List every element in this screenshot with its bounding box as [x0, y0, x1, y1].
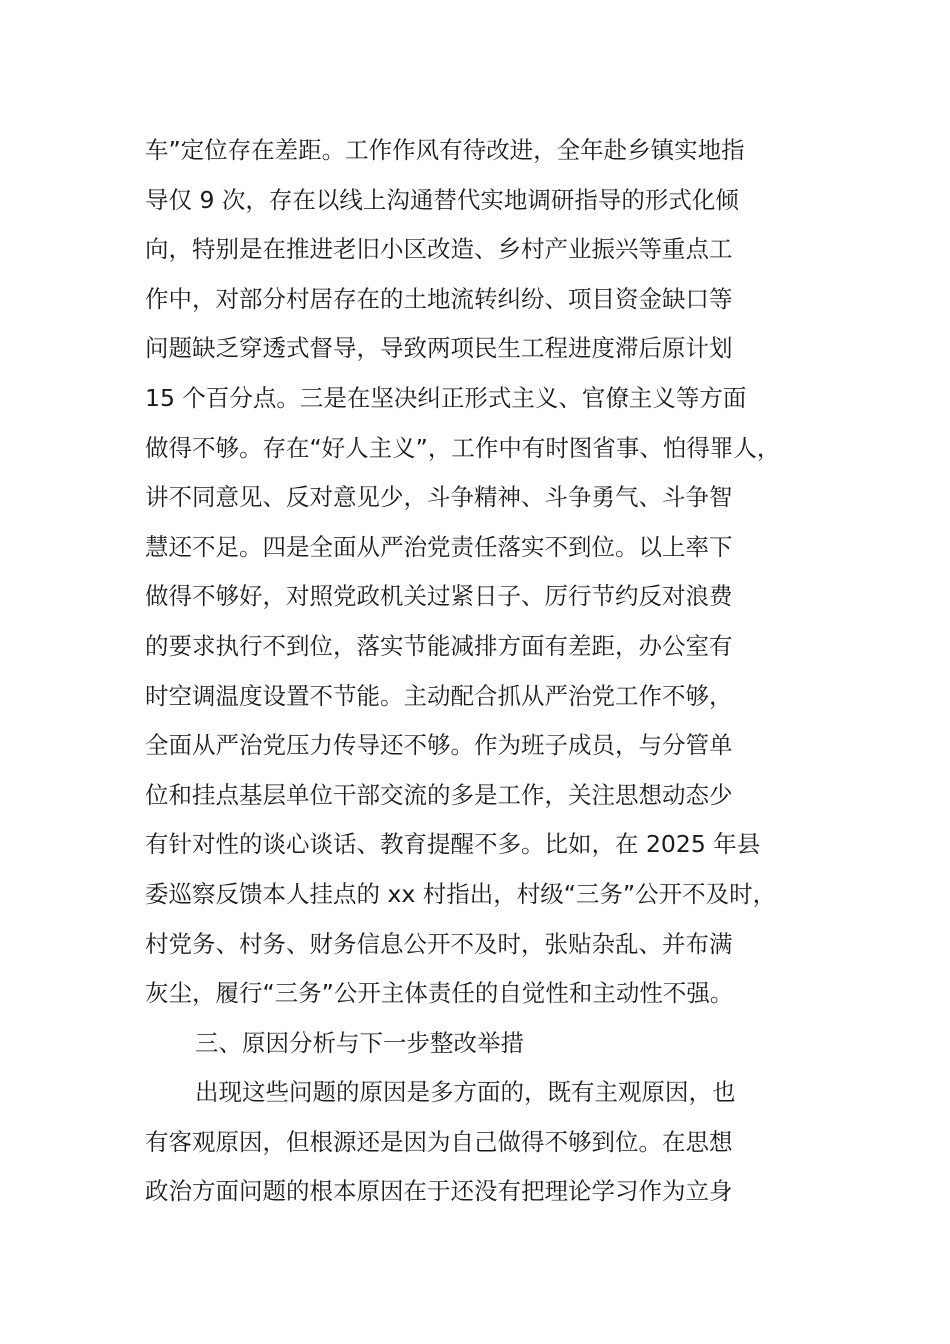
document-body: [145, 126, 845, 1217]
text-line: 慧还不足。四是全面从严治党责任落实不到位。以上率下: [145, 532, 733, 561]
text-line: 15 个百分点。三是在坚决纠正形式主义、官僚主义等方面: [145, 383, 747, 412]
text-line: 政治方面问题的根本原因在于还没有把理论学习作为立身: [145, 1177, 733, 1206]
text-line: 做得不够好，对照党政机关过紧日子、厉行节约反对浪费: [145, 582, 733, 611]
text-line: 时空调温度设置不节能。主动配合抓从严治党工作不够，: [145, 681, 733, 710]
text-line: 车”定位存在差距。工作作风有待改进，全年赴乡镇实地指: [145, 136, 745, 164]
text-line: 出现这些问题的原因是多方面的，既有主观原因，也: [195, 1078, 736, 1107]
text-line: 灰尘，履行“三务”公开主体责任的自觉性和主动性不强。: [145, 979, 734, 1008]
text-line: 作中，对部分村居存在的土地流转纠纷、项目资金缺口等: [145, 284, 733, 313]
text-line: 位和挂点基层单位干部交流的多是工作，关注思想动态少: [145, 780, 733, 809]
text-line: 的要求执行不到位，落实节能减排方面有差距，办公室有: [145, 631, 733, 660]
text-line: 导仅 9 次，存在以线上沟通替代实地调研指导的形式化倾: [145, 185, 739, 214]
text-line: 做得不够。存在“好人主义”，工作中有时图省事、怕得罪人，: [145, 433, 781, 462]
text-line: 向，特别是在推进老旧小区改造、乡村产业振兴等重点工: [145, 235, 733, 264]
text-line: 讲不同意见、反对意见少，斗争精神、斗争勇气、斗争智: [145, 483, 733, 512]
text-line: 村党务、村务、财务信息公开不及时，张贴杂乱、并布满: [145, 929, 733, 958]
section-heading: 三、原因分析与下一步整改举措: [195, 1028, 524, 1057]
text-line: 有针对性的谈心谈话、教育提醒不多。比如，在 2025 年县: [145, 830, 761, 859]
text-line: 全面从严治党压力传导还不够。作为班子成员，与分管单: [145, 731, 733, 760]
text-line: 委巡察反馈本人挂点的 xx 村指出，村级“三务”公开不及时，: [145, 879, 777, 908]
text-line: 有客观原因，但根源还是因为自己做得不够到位。在思想: [145, 1127, 733, 1156]
text-line: 问题缺乏穿透式督导，导致两项民生工程进度滞后原计划: [145, 334, 733, 363]
